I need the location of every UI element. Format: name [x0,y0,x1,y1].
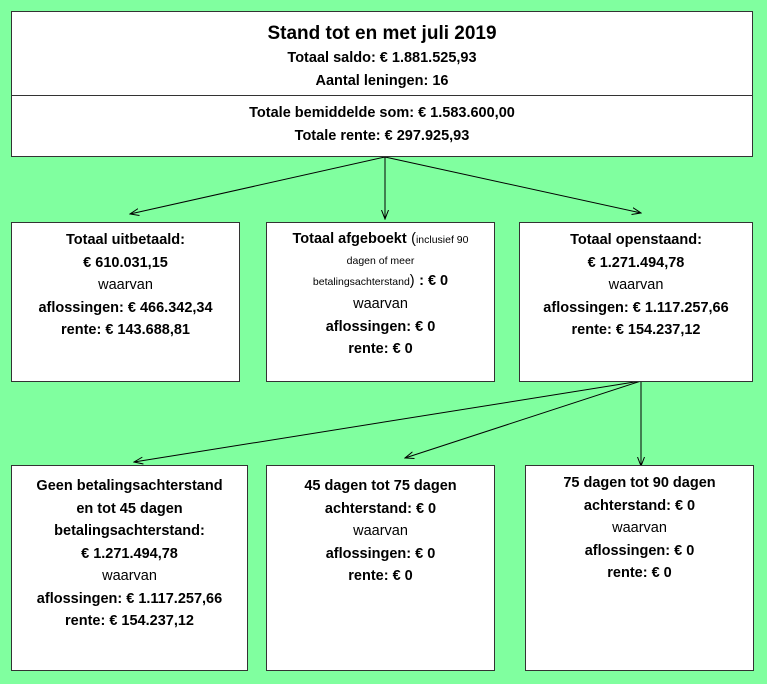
achterstand-45-75-line2: achterstand: € 0 [324,500,437,517]
achterstand-75-90-aflossingen: aflossingen: € 0 [584,542,695,559]
geen-achterstand-line1: Geen betalingsachterstand [36,478,223,494]
achterstand-45-75-line1: 45 dagen tot 75 dagen [304,478,457,494]
uitbetaald-waarvan: waarvan [98,277,153,293]
openstaand-title: Totaal openstaand: [570,232,702,248]
arrow-to-geen-achterstand [134,381,641,462]
achterstand-45-75-rente: rente: € 0 [348,568,413,584]
geen-achterstand-box [11,465,248,671]
uitbetaald-box [11,222,240,382]
uitbetaald-title: Totaal uitbetaald: [66,232,185,248]
arrow-to-45-75 [405,381,641,458]
afgeboekt-rente: rente: € 0 [348,341,413,357]
afgeboekt-title: Totaal afgeboekt [292,231,407,247]
afgeboekt-waarvan: waarvan [353,296,408,312]
arrow-to-uitbetaald [130,157,385,214]
openstaand-waarvan: waarvan [608,277,664,293]
achterstand-75-90-box [525,465,754,671]
geen-achterstand-rente: rente: € 154.237,12 [65,613,194,629]
geen-achterstand-line3: betalingsachterstand: [54,523,205,539]
afgeboekt-aflossingen: aflossingen: € 0 [325,318,436,335]
uitbetaald-rente: rente: € 143.688,81 [61,322,190,338]
geen-achterstand-aflossingen: aflossingen: € 1.117.257,66 [36,590,223,607]
achterstand-45-75-aflossingen: aflossingen: € 0 [325,545,436,562]
aantal-leningen: Aantal leningen: 16 [315,72,449,89]
afgeboekt-box [266,222,495,382]
geen-achterstand-amount: € 1.271.494,78 [81,545,178,562]
totaal-saldo: Totaal saldo: € 1.881.525,93 [287,50,477,66]
openstaand-box [519,222,753,382]
uitbetaald-amount: € 610.031,15 [83,254,168,271]
summary-divider [12,95,752,96]
uitbetaald-aflossingen: aflossingen: € 466.342,34 [38,299,213,316]
summary-box [11,11,753,157]
openstaand-amount: € 1.271.494,78 [587,254,685,271]
achterstand-75-90-waarvan: waarvan [612,520,667,536]
geen-achterstand-waarvan: waarvan [102,568,157,584]
openstaand-rente: rente: € 154.237,12 [571,322,701,338]
achterstand-75-90-line2: achterstand: € 0 [583,497,696,514]
achterstand-45-75-waarvan: waarvan [353,523,408,539]
achterstand-75-90-line1: 75 dagen tot 90 dagen [563,475,716,491]
achterstand-75-90-rente: rente: € 0 [607,565,672,581]
summary-title: Stand tot en met juli 2019 [267,23,497,44]
afgeboekt-paren-close: ) [409,273,415,289]
afgeboekt-note-2: dagen of meer [346,255,415,267]
afgeboekt-note-3: betalingsachterstand [312,276,410,288]
afgeboekt-paren-open: ( [411,231,416,247]
geen-achterstand-line2: en tot 45 dagen [76,500,183,517]
arrow-to-openstaand [385,157,641,213]
afgeboekt-amount: : € 0 [419,273,449,289]
totale-rente: Totale rente: € 297.925,93 [294,127,470,144]
totale-bemiddelde-som: Totale bemiddelde som: € 1.583.600,00 [249,105,515,121]
afgeboekt-note-1: inclusief 90 [415,234,469,246]
achterstand-45-75-box [266,465,495,671]
openstaand-aflossingen: aflossingen: € 1.117.257,66 [543,299,729,316]
afgeboekt-title-block [267,229,494,292]
